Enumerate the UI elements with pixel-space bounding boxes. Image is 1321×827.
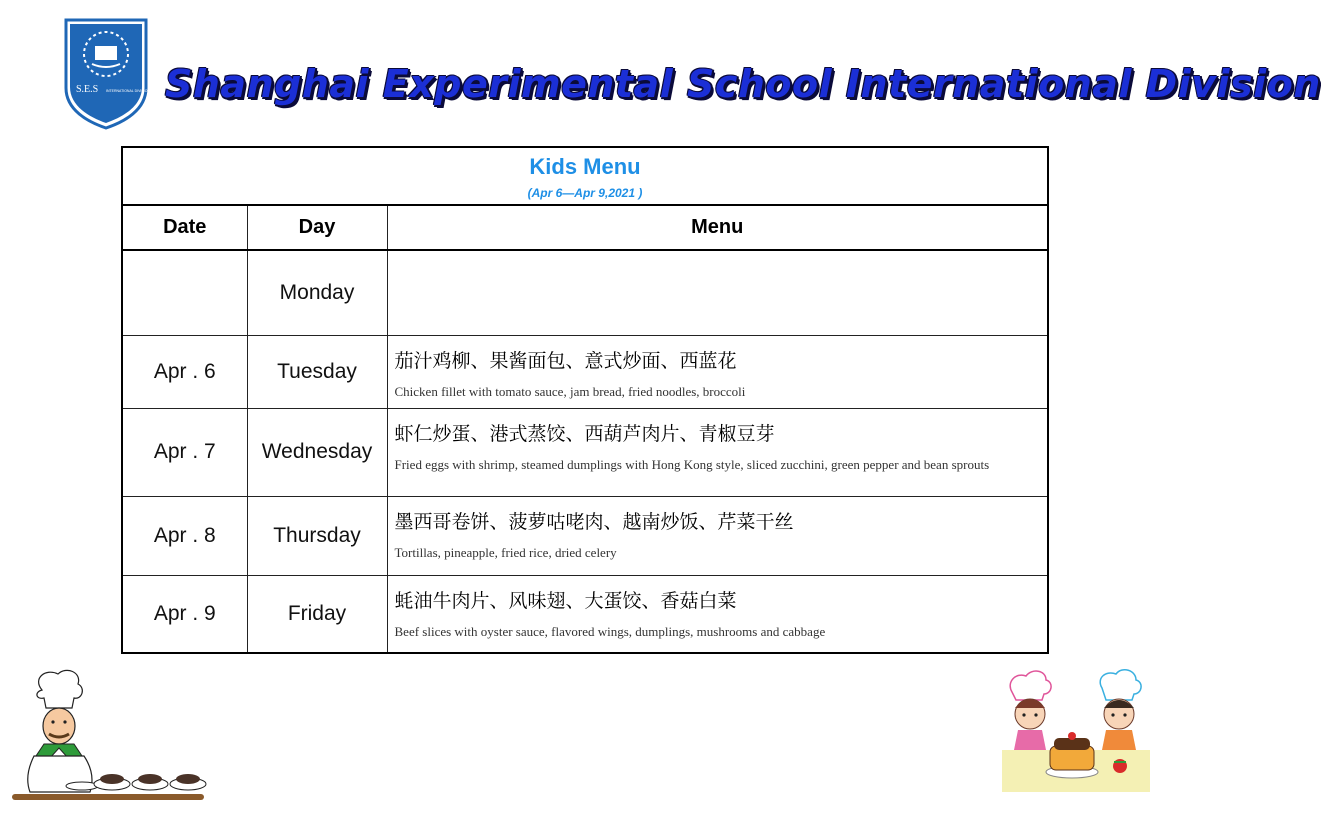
menu-zh: 虾仁炒蛋、港式蒸饺、西葫芦肉片、青椒豆芽	[394, 422, 775, 445]
school-logo	[62, 18, 150, 130]
kids-baking-illustration	[1002, 668, 1152, 793]
row-menu	[387, 335, 1048, 408]
menu-zh: 墨西哥卷饼、菠萝咕咾肉、越南炒饭、芹菜干丝	[394, 510, 794, 533]
row-menu	[387, 496, 1048, 575]
chef-illustration	[12, 668, 208, 818]
row-date: Apr . 8	[122, 496, 247, 575]
menu-title: Kids Menu	[529, 154, 641, 179]
header-menu: Menu	[387, 205, 1048, 250]
row-day: Thursday	[247, 496, 387, 575]
header-day: Day	[247, 205, 387, 250]
menu-date-range: (Apr 6—Apr 9,2021 )	[527, 186, 643, 200]
menu-zh: 蚝油牛肉片、风味翅、大蛋饺、香菇白菜	[394, 589, 737, 612]
table-row	[122, 496, 1048, 575]
menu-zh: 茄汁鸡柳、果酱面包、意式炒面、西蓝花	[394, 349, 737, 372]
row-date: Apr . 9	[122, 575, 247, 653]
menu-en: Fried eggs with shrimp, steamed dumplings with Hong Kong style, sliced zucchini, green pepper and bean sprouts	[394, 456, 990, 472]
table-row	[122, 575, 1048, 653]
table-row	[122, 335, 1048, 408]
row-day: Friday	[247, 575, 387, 653]
row-menu	[387, 575, 1048, 653]
logo-subtext: INTERNATIONAL DIVISION	[106, 89, 150, 93]
menu-en: Beef slices with oyster sauce, flavored wings, dumplings, mushrooms and cabbage	[394, 623, 826, 639]
row-day: Wednesday	[247, 408, 387, 496]
table-row	[122, 408, 1048, 496]
school-name: Shanghai Experimental School International Division	[165, 62, 1321, 106]
row-date: Apr . 7	[122, 408, 247, 496]
row-menu	[387, 408, 1048, 496]
row-day: Tuesday	[247, 335, 387, 408]
menu-en: Tortillas, pineapple, fried rice, dried celery	[394, 544, 617, 560]
menu-title-cell	[122, 147, 1048, 205]
row-date	[122, 250, 247, 335]
logo-text: S.E.S	[76, 84, 99, 95]
menu-en: Chicken fillet with tomato sauce, jam bread, fried noodles, broccoli	[394, 383, 746, 399]
row-menu	[387, 250, 1048, 335]
row-day: Monday	[247, 250, 387, 335]
header-date: Date	[122, 205, 247, 250]
table-row	[122, 250, 1048, 335]
menu-table	[121, 146, 1049, 654]
row-date: Apr . 6	[122, 335, 247, 408]
